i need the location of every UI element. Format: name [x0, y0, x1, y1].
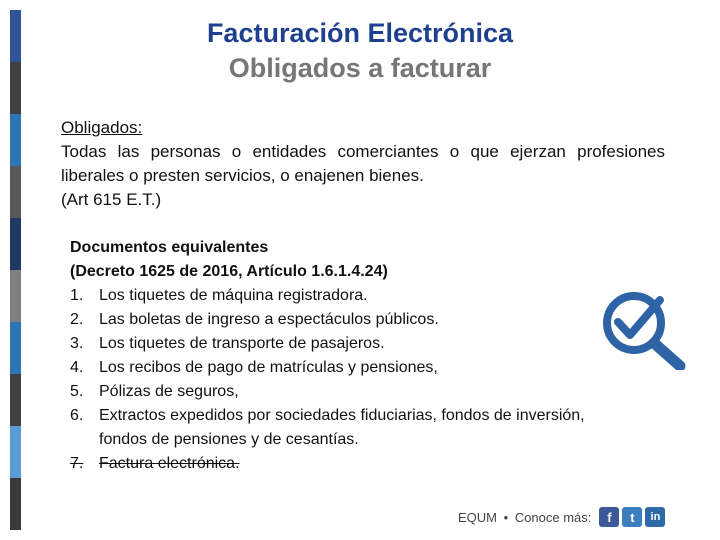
- list-item-text: Los recibos de pago de matrículas y pensiones,: [99, 359, 438, 376]
- left-accent-stripe: [10, 10, 21, 530]
- list-item-number: 4.: [70, 359, 84, 376]
- list-item-text: Extractos expedidos por sociedades fiduciarias, fondos de inversión, fondos de pensiones y de cesantías.: [99, 407, 585, 448]
- facebook-icon[interactable]: f: [599, 507, 619, 527]
- list-item-number: 6.: [70, 407, 84, 424]
- footer-label: [458, 510, 591, 525]
- obligados-section: [61, 116, 665, 212]
- list-item-number: 2.: [70, 311, 84, 328]
- linkedin-icon[interactable]: in: [645, 507, 665, 527]
- stripe-segment: [10, 114, 21, 166]
- list-item-text: Los tiquetes de máquina registradora.: [99, 287, 368, 304]
- stripe-segment: [10, 374, 21, 426]
- list-item: [70, 380, 610, 404]
- search-check-icon: [598, 290, 688, 370]
- stripe-segment: [10, 270, 21, 322]
- list-item-struck: [70, 452, 610, 476]
- list-item: [70, 284, 610, 308]
- obligados-heading: Obligados:: [61, 118, 143, 137]
- list-item: [70, 404, 610, 452]
- twitter-icon[interactable]: t: [622, 507, 642, 527]
- list-item-text: Los tiquetes de transporte de pasajeros.: [99, 335, 385, 352]
- stripe-segment: [10, 166, 21, 218]
- list-item-number: 3.: [70, 335, 84, 352]
- footer-separator: •: [503, 509, 509, 525]
- list-item: [70, 356, 610, 380]
- documentos-heading: Documentos equivalentes: [70, 239, 269, 256]
- stripe-segment: [10, 478, 21, 530]
- documentos-reference: (Decreto 1625 de 2016, Artículo 1.6.1.4.24): [70, 263, 388, 280]
- list-item-text: Factura electrónica.: [99, 455, 240, 472]
- list-item: [70, 308, 610, 332]
- obligados-reference: (Art 615 E.T.): [61, 190, 162, 209]
- obligados-text: Todas las personas o entidades comerciantes o que ejerzan profesiones liberales o presten servicios, o enajenen bienes.: [61, 142, 665, 185]
- slide-title: Facturación Electrónica: [206, 18, 514, 48]
- stripe-segment: [10, 426, 21, 478]
- footer-cta: Conoce más:: [514, 509, 592, 525]
- list-item-text: Las boletas de ingreso a espectáculos públicos.: [99, 311, 439, 328]
- list-item-number: 7.: [70, 455, 84, 472]
- footer-brand: EQUM: [458, 509, 497, 525]
- list-item-number: 1.: [70, 287, 84, 304]
- slide-subtitle: Obligados a facturar: [228, 53, 492, 83]
- list-item-text: Pólizas de seguros,: [99, 383, 239, 400]
- title-block: [0, 16, 720, 86]
- list-item: [70, 332, 610, 356]
- stripe-segment: [10, 218, 21, 270]
- documentos-section: [70, 236, 610, 476]
- list-item-number: 5.: [70, 383, 84, 400]
- stripe-segment: [10, 322, 21, 374]
- documentos-list: [70, 284, 610, 476]
- footer: [458, 505, 668, 529]
